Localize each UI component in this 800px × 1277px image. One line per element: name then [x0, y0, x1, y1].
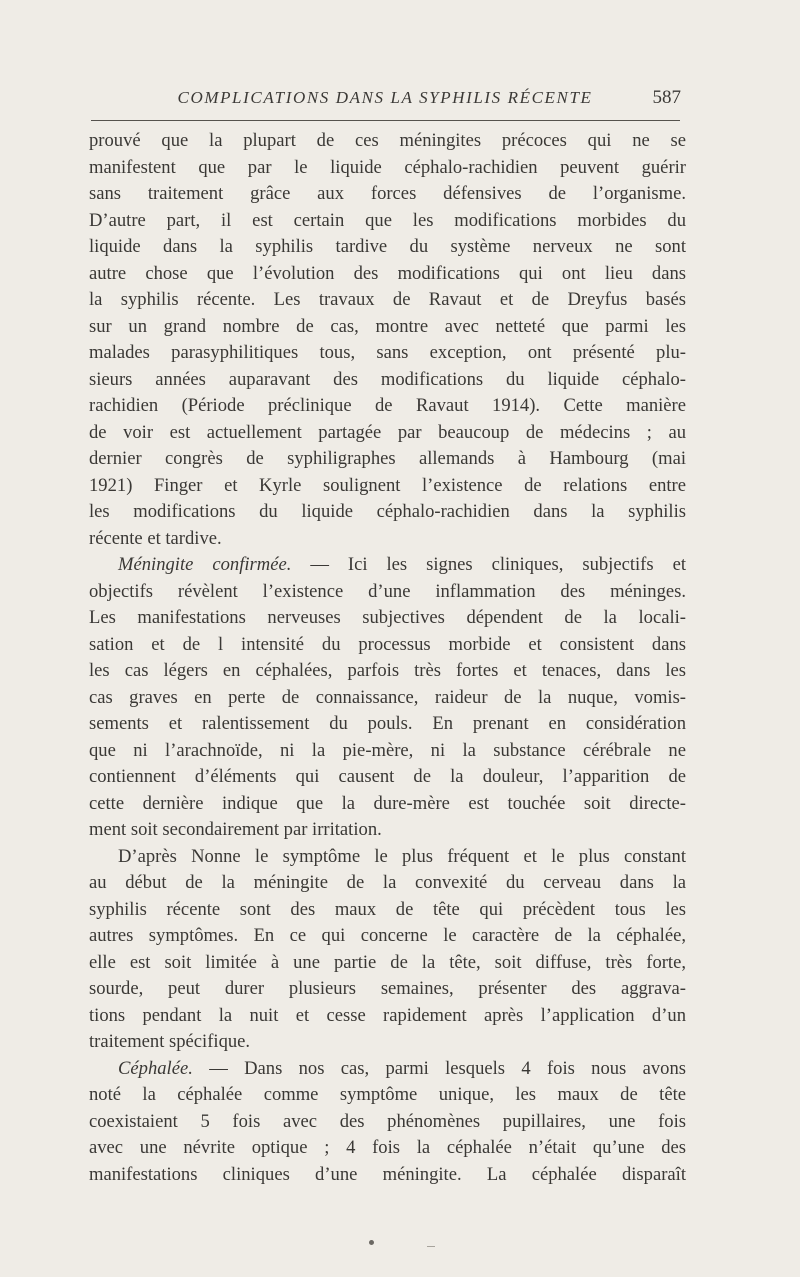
- paragraph-meningite: [89, 552, 686, 579]
- text-line: 1921) Finger et Kyrle soulignent l’existence de relations entre: [89, 474, 686, 496]
- body-text: [89, 128, 686, 1188]
- text-line: au début de la méningite de la convexité du cerveau dans la: [89, 872, 686, 893]
- text-line: la syphilis récente. Les travaux de Ravaut et de Dreyfus basés: [89, 289, 686, 310]
- text-line: D’autre part, il est certain que les modifications morbides du: [89, 209, 686, 231]
- text-line: les modifications du liquide céphalo-rachidien dans la syphilis: [89, 501, 686, 522]
- text-line: contiennent d’éléments qui causent de la douleur, l’apparition de: [89, 766, 686, 787]
- text-line: prouvé que la plupart de ces méningites précoces qui ne se: [89, 130, 686, 151]
- text-line: objectifs révèlent l’existence d’une inflammation des méninges.: [89, 580, 686, 602]
- text-line: traitement spécifique.: [89, 1031, 251, 1052]
- text-line: les cas légers en céphalées, parfois très fortes et tenaces, dans les: [89, 660, 686, 681]
- text-line: liquide dans la syphilis tardive du système nerveux ne sont: [89, 236, 686, 257]
- italic-lead-cephalee: Céphalée.: [118, 1057, 193, 1079]
- text-line: syphilis récente sont des maux de tête qui précèdent tous les: [89, 898, 686, 920]
- text-line: autres symptômes. En ce qui concerne le caractère de la céphalée,: [89, 925, 686, 946]
- text-line: manifestations cliniques d’une méningite. La céphalée disparaît: [89, 1163, 686, 1185]
- text-line: sation et de l intensité du processus morbide et consistent dans: [89, 633, 686, 655]
- text-line: rachidien (Période préclinique de Ravaut 1914). Cette manière: [89, 395, 686, 416]
- text-line: cette dernière indique que la dure-mère est touchée soit directe-: [89, 792, 686, 814]
- paragraph-cephalee: [89, 1056, 686, 1083]
- text-line: noté la céphalée comme symptôme unique, les maux de tête: [89, 1084, 686, 1105]
- text-line: avec une névrite optique ; 4 fois la céphalée n’était qu’une des: [89, 1137, 686, 1158]
- text-line: de voir est actuellement partagée par beaucoup de médecins ; au: [89, 421, 686, 443]
- text-line: manifestent que par le liquide céphalo-rachidien peuvent guérir: [89, 156, 686, 178]
- text-line: sourde, peut durer plusieurs semaines, présenter des aggrava-: [89, 978, 686, 999]
- text-line: cas graves en perte de connaissance, raideur de la nuque, vomis-: [89, 686, 686, 708]
- running-head: COMPLICATIONS DANS LA SYPHILIS RÉCENTE: [177, 88, 593, 107]
- text-line: ment soit secondairement par irritation.: [89, 819, 382, 840]
- page-header: [89, 86, 681, 114]
- text-line: que ni l’arachnoïde, ni la pie-mère, ni la substance cérébrale ne: [89, 739, 686, 761]
- text-line: dernier congrès de syphiligraphes allemands à Hambourg (mai: [89, 448, 686, 469]
- text-line-remainder: — Ici les signes cliniques, subjectifs et: [310, 554, 686, 575]
- page-number: 587: [652, 87, 681, 108]
- text-line: sements et ralentissement du pouls. En prenant en considération: [89, 713, 686, 734]
- text-line: sur un grand nombre de cas, montre avec netteté que parmi les: [89, 315, 686, 337]
- text-line: tions pendant la nuit et cesse rapidement après l’application d’un: [89, 1004, 686, 1026]
- italic-lead-meningite: Méningite confirmée.: [118, 554, 292, 575]
- page-mark: [427, 1246, 435, 1247]
- text-line: récente et tardive.: [89, 527, 222, 549]
- text-line: malades parasyphilitiques tous, sans exception, ont présenté plu-: [89, 342, 686, 363]
- text-line: sieurs années auparavant des modifications du liquide céphalo-: [89, 368, 686, 390]
- text-line: Les manifestations nerveuses subjectives dépendent de la locali-: [89, 607, 686, 628]
- footer-dot: [369, 1240, 374, 1245]
- text-line: elle est soit limitée à une partie de la tête, soit diffuse, très forte,: [89, 951, 686, 973]
- text-line: D’après Nonne le symptôme le plus fréquent et le plus constant: [118, 845, 686, 867]
- text-line-remainder: — Dans nos cas, parmi lesquels 4 fois nous avons: [209, 1057, 686, 1079]
- text-line: sans traitement grâce aux forces défensives de l’organisme.: [89, 183, 686, 204]
- text-line: coexistaient 5 fois avec des phénomènes pupillaires, une fois: [89, 1110, 686, 1132]
- header-rule: [91, 120, 680, 121]
- text-line: autre chose que l’évolution des modifications qui ont lieu dans: [89, 262, 686, 284]
